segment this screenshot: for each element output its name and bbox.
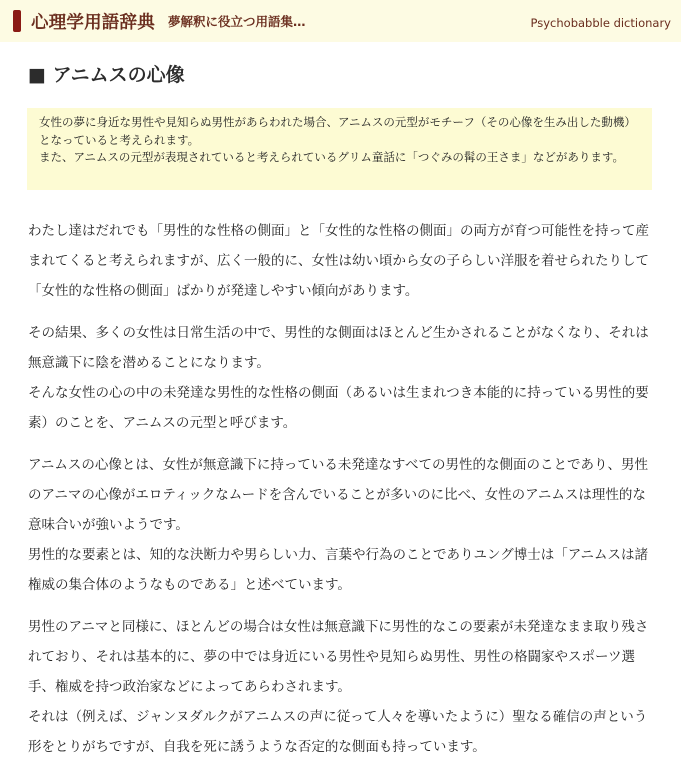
paragraph: そんな女性の心の中の未発達な男性的な性格の側面（あるいは生まれつき本能的に持っている男性的要素）のことを、アニムスの元型と呼びます。 (28, 385, 649, 431)
paragraph: その結果、多くの女性は日常生活の中で、男性的な側面はほとんど生かされることがなくなり、それは無意識下に陰を潜めることになります。 (28, 325, 649, 371)
page-title: ■ アニムスの心像 (28, 64, 185, 86)
site-english-name: Psychobabble dictionary (530, 16, 671, 30)
summary-line: また、アニムスの元型が表現されていると考えられているグリム童話に「つぐみの髯の王さま」などがあります。 (39, 150, 624, 164)
site-title[interactable]: 心理学用語辞典 (31, 13, 155, 33)
title-marker-icon (13, 10, 21, 32)
summary-box (27, 108, 652, 190)
site-header (0, 0, 681, 42)
paragraph: 男性的な要素とは、知的な決断力や男らしい力、言葉や行為のことでありユング博士は「アニムスは諸権威の集合体のようなものである」と述べています。 (28, 547, 649, 593)
article-body (28, 216, 650, 762)
paragraph: 男性のアニマと同様に、ほとんどの場合は女性は無意識下に男性的なこの要素が未発達なまま取り残されており、それは基本的に、夢の中では身近にいる男性や見知らぬ男性、男性の格闘家やスポーツ選手、権威を持つ政治家などによってあらわされます。 (28, 619, 649, 695)
paragraph: アニムスの心像とは、女性が無意識下に持っている未発達なすべての男性的な側面のことであり、男性のアニマの心像がエロティックなムードを含んでいることが多いのに比べ、女性のアニムスは理性的な意味合いが強いようです。 (28, 457, 649, 533)
summary-line: 女性の夢に身近な男性や見知らぬ男性があらわれた場合、アニムスの元型がモチーフ（その心像を生み出した動機）となっていると考えられます。 (39, 115, 636, 147)
paragraph: わたし達はだれでも「男性的な性格の側面」と「女性的な性格の側面」の両方が育つ可能性を持って産まれてくると考えられますが、広く一般的に、女性は幼い頃から女の子らしい洋服を着せられたりして「女性的な性格の側面」ばかりが発達しやすい傾向があります。 (28, 223, 649, 299)
paragraph: それは（例えば、ジャンヌダルクがアニムスの声に従って人々を導いたように）聖なる確信の声という形をとりがちですが、自我を死に誘うような否定的な側面も持っています。 (28, 709, 648, 755)
site-subtitle: 夢解釈に役立つ用語集… (168, 14, 306, 29)
